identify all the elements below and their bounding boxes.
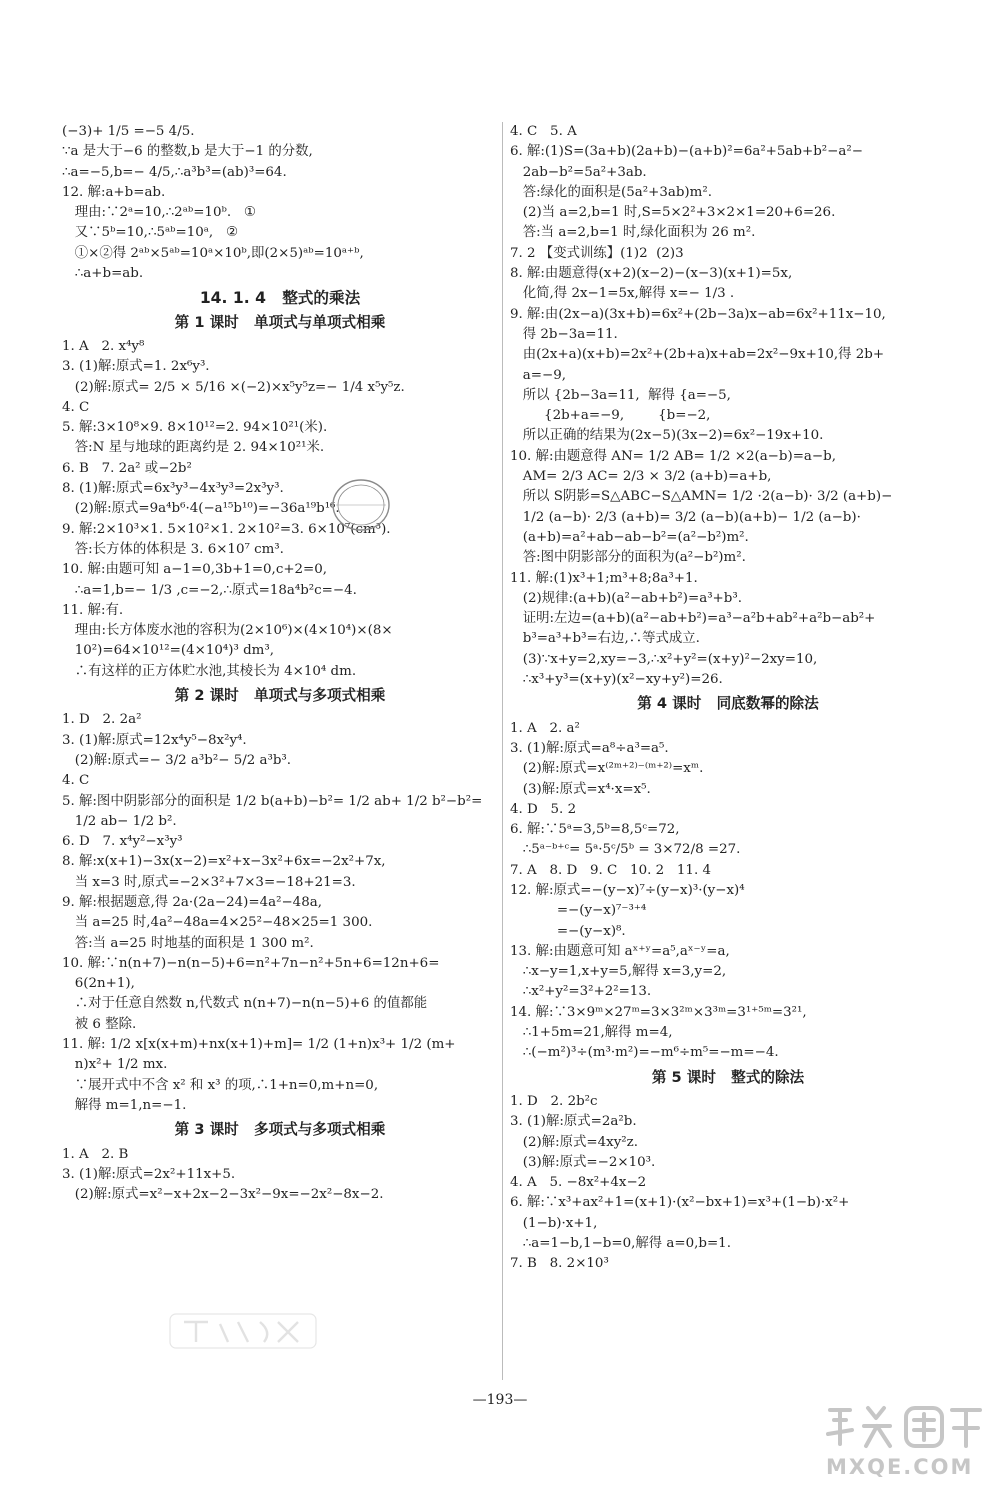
answer-line: 6. B 7. 2a² 或−2b² xyxy=(62,460,192,476)
answer-line: (2)解:原式=4xy²z. xyxy=(510,1134,638,1150)
answer-line: 5. 解:3×10⁸×9. 8×10¹²=2. 94×10²¹(米). xyxy=(62,420,328,436)
answer-line: ∴x²+y²=3²+2²=13. xyxy=(510,984,652,1000)
answer-line: n)x²+ 1/2 mx. xyxy=(62,1057,168,1073)
answer-line: 当 x=3 时,原式=−2×3²+7×3=−18+21=3. xyxy=(62,874,356,890)
answer-line: ∴x−y=1,x+y=5,解得 x=3,y=2, xyxy=(510,964,727,980)
answer-line: (2)解:原式=9a⁴b⁶·4(−a¹⁵b¹⁰)=−36a¹⁹b¹⁶. xyxy=(62,501,340,517)
section-heading: 第 1 课时 单项式与单项式相乘 xyxy=(174,313,386,331)
answer-line: 10. 解:由题可知 a−1=0,3b+1=0,c+2=0, xyxy=(62,562,328,578)
answer-line: ∴a=−5,b=− 4/5,∴a³b³=(ab)³=64. xyxy=(62,164,287,180)
answer-line: (−3)+ 1/5 =−5 4/5. xyxy=(62,124,195,139)
section-heading: 第 3 课时 多项式与多项式相乘 xyxy=(174,1121,386,1139)
answer-line: ∴a+b=ab. xyxy=(62,266,144,282)
answer-line: (2)当 a=2,b=1 时,S=5×2²+3×2×1=20+6=26. xyxy=(510,205,836,221)
answer-line: (3)解:原式=−2×10³. xyxy=(510,1154,656,1170)
answer-line: 3. (1)解:原式=2a²b. xyxy=(510,1114,637,1130)
page-number: —193— xyxy=(472,1392,528,1408)
answer-line: (3)∵x+y=2,xy=−3,∴x²+y²=(x+y)²−2xy=10, xyxy=(510,651,818,667)
answer-line: 9. 解:由(2x−a)(3x+b)=6x²+(2b−3a)x−ab=6x²+11x−10, xyxy=(510,306,886,322)
answer-line: ∴a=1,b=− 1/3 ,c=−2,∴原式=18a⁴b²c=−4. xyxy=(62,582,357,598)
answer-line: 解得 m=1,n=−1. xyxy=(62,1097,187,1113)
answer-line: =−(y−x)⁸. xyxy=(510,923,626,939)
answer-line: ∴x³+y³=(x+y)(x²−xy+y²)=26. xyxy=(510,672,723,688)
answer-line: ∴(−m²)³÷(m³·m²)=−m⁶÷m⁵=−m=−4. xyxy=(510,1045,779,1061)
answer-line: 答:图中阴影部分的面积为(a²−b²)m². xyxy=(510,550,746,566)
answer-line: 又∵5ᵇ=10,∴5ᵃᵇ=10ᵃ, ② xyxy=(62,225,238,241)
answer-line: (3)解:原式=x⁴·x=x⁵. xyxy=(510,781,651,797)
answer-line: 4. A 5. −8x²+4x−2 xyxy=(510,1175,647,1191)
answer-line: 理由:长方体废水池的容积为(2×10⁶)×(4×10⁴)×(8× xyxy=(62,623,393,639)
answer-line: 答:绿化的面积是(5a²+3ab)m². xyxy=(510,184,712,200)
svg-text:MXQE.COM: MXQE.COM xyxy=(826,1455,974,1479)
answer-line: 11. 解: 1/2 x[x(x+m)+nx(x+1)+m]= 1/2 (1+n)x³+ 1/2 (m+ xyxy=(62,1037,456,1053)
answer-line: 6. 解:∵5ᵃ=3,5ᵇ=8,5ᶜ=72, xyxy=(510,822,680,838)
answer-line: 证明:左边=(a+b)(a²−ab+b²)=a³−a²b+ab²+a²b−ab²+ xyxy=(510,611,876,627)
answer-line: (1−b)·x+1, xyxy=(510,1215,598,1231)
answer-line: 所以 S阴影=S△ABC−S△AMN= 1/2 ·2(a−b)· 3/2 (a+b)− xyxy=(510,489,893,505)
answer-line: 答:当 a=2,b=1 时,绿化面积为 26 m². xyxy=(510,225,756,241)
answer-line: 3. (1)解:原式=12x⁴y⁵−8x²y⁴. xyxy=(62,732,247,748)
answer-line: ∴a=1−b,1−b=0,解得 a=0,b=1. xyxy=(510,1236,731,1252)
answer-line: 4. D 5. 2 xyxy=(510,801,577,817)
answer-line: 9. 解:根据题意,得 2a·(2a−24)=4a²−48a, xyxy=(62,894,322,910)
answer-line: a=−9, xyxy=(510,367,566,383)
answer-line: (a+b)=a²+ab−ab−b²=(a²−b²)m². xyxy=(510,529,749,545)
answer-line: ∵a 是大于−6 的整数,b 是大于−1 的分数, xyxy=(62,144,313,160)
stamp-seal xyxy=(330,476,392,534)
answer-line: ∵展开式中不含 x² 和 x³ 的项,∴1+n=0,m+n=0, xyxy=(62,1077,379,1093)
answer-line: 答:当 a=25 时地基的面积是 1 300 m². xyxy=(62,935,314,951)
answer-site-logo xyxy=(820,1400,990,1482)
answer-line: (2)规律:(a+b)(a²−ab+b²)=a³+b³. xyxy=(510,590,742,606)
answer-line: ∴有这样的正方体贮水池,其棱长为 4×10⁴ dm. xyxy=(62,663,357,679)
answer-line: 1. D 2. 2b²c xyxy=(510,1093,598,1109)
answer-line: 答:N 星与地球的距离约是 2. 94×10²¹米. xyxy=(62,440,325,456)
answer-line: 6. 解:∵x³+ax²+1=(x+1)·(x²−bx+1)=x³+(1−b)·x²+ xyxy=(510,1195,850,1211)
answer-line: 12. 解:a+b=ab. xyxy=(62,184,166,200)
answer-line: ∴对于任意自然数 n,代数式 n(n+7)−n(n−5)+6 的值都能 xyxy=(62,996,428,1012)
watermark-logo xyxy=(168,1308,318,1354)
answer-line: 11. 解:有. xyxy=(62,602,124,618)
answer-line: 12. 解:原式=−(y−x)⁷÷(y−x)³·(y−x)⁴ xyxy=(510,882,745,898)
answer-line: 7. B 8. 2×10³ xyxy=(510,1256,609,1272)
answer-line: 由(2x+a)(x+b)=2x²+(2b+a)x+ab=2x²−9x+10,得 2b+ xyxy=(510,347,885,363)
answer-line: 14. 解:∵3×9ᵐ×27ᵐ=3×3²ᵐ×3³ᵐ=3¹⁺⁵ᵐ=3²¹, xyxy=(510,1004,807,1020)
answer-line: ∴1+5m=21,解得 m=4, xyxy=(510,1025,673,1041)
answer-line: b³=a³+b³=右边,∴等式成立. xyxy=(510,631,700,647)
answer-line: =−(y−x)⁷⁻³⁺⁴ xyxy=(510,903,647,919)
answer-line: 所以正确的结果为(2x−5)(3x−2)=6x²−19x+10. xyxy=(510,428,824,444)
left-column xyxy=(62,122,498,1205)
answer-line: 化简,得 2x−1=5x,解得 x=− 1/3 . xyxy=(510,286,735,302)
answer-line: 1/2 (a−b)· 2/3 (a+b)= 3/2 (a−b)(a+b)− 1/2 (a−b)· xyxy=(510,509,861,525)
column-divider xyxy=(502,122,503,1380)
answer-line: 答:长方体的体积是 3. 6×10⁷ cm³. xyxy=(62,541,284,557)
answer-line: 3. (1)解:原式=a⁸÷a³=a⁵. xyxy=(510,740,669,756)
answer-line: 理由:∵2ᵃ=10,∴2ᵃᵇ=10ᵇ. ① xyxy=(62,205,256,221)
section-heading: 第 5 课时 整式的除法 xyxy=(651,1068,805,1086)
answer-line: 1. A 2. a² xyxy=(510,720,580,736)
answer-line: 1/2 ab− 1/2 b². xyxy=(62,813,177,829)
answer-line: ∴5ᵃ⁻ᵇ⁺ᶜ= 5ᵃ·5ᶜ/5ᵇ = 3×72/8 =27. xyxy=(510,842,741,858)
answer-line: 6. 解:(1)S=(3a+b)(2a+b)−(a+b)²=6a²+5ab+b²−a²− xyxy=(510,144,863,160)
answer-line: 13. 解:由题意可知 aˣ⁺ʸ=a⁵,aˣ⁻ʸ=a, xyxy=(510,943,730,959)
answer-line: 当 a=25 时,4a²−48a=4×25²−48×25=1 300. xyxy=(62,915,373,931)
answer-line: 得 2b−3a=11. xyxy=(510,326,618,342)
answer-line: 7. 2 【变式训练】(1)2 (2)3 xyxy=(510,245,684,261)
section-heading: 14. 1. 4 整式的乘法 xyxy=(199,289,361,308)
answer-line: 5. 解:图中阴影部分的面积是 1/2 b(a+b)−b²= 1/2 ab+ 1/2 b²−b²= xyxy=(62,793,483,809)
answer-line: (2)解:原式=x⁽²ᵐ⁺²⁾⁻⁽ᵐ⁺²⁾=xᵐ. xyxy=(510,761,704,777)
answer-line: 1. A 2. B xyxy=(62,1146,129,1162)
answer-line: 2ab−b²=5a²+3ab. xyxy=(510,164,647,180)
answer-line: 1. D 2. 2a² xyxy=(62,712,142,728)
answer-line: 8. (1)解:原式=6x³y³−4x³y³=2x³y³. xyxy=(62,481,284,497)
answer-line: 11. 解:(1)x³+1;m³+8;8a³+1. xyxy=(510,570,698,586)
answer-line: 6(2n+1), xyxy=(62,976,135,992)
answer-line: (2)解:原式=− 3/2 a³b²− 5/2 a³b³. xyxy=(62,752,292,768)
answer-line: 4. C xyxy=(62,773,90,789)
answer-line: 1. A 2. x⁴y⁸ xyxy=(62,338,145,354)
answer-line: 3. (1)解:原式=2x²+11x+5. xyxy=(62,1166,236,1182)
answer-line: 10. 解:由题意得 AN= 1/2 AB= 1/2 ×2(a−b)=a−b, xyxy=(510,448,836,464)
answer-line: 10²)=64×10¹²=(4×10⁴)³ dm³, xyxy=(62,643,274,659)
answer-line: (2)解:原式= 2/5 × 5/16 ×(−2)×x⁵y⁵z=− 1/4 x⁵y⁵z. xyxy=(62,379,405,395)
answer-line: 8. 解:由题意得(x+2)(x−2)−(x−3)(x+1)=5x, xyxy=(510,266,793,282)
answer-line: 8. 解:x(x+1)−3x(x−2)=x²+x−3x²+6x=−2x²+7x, xyxy=(62,854,386,870)
answer-line: 4. C xyxy=(62,399,90,415)
answer-line: 6. D 7. x⁴y²−x³y³ xyxy=(62,834,183,850)
answer-line: 10. 解:∵n(n+7)−n(n−5)+6=n²+7n−n²+5n+6=12n+6= xyxy=(62,955,440,971)
answer-line: ①×②得 2ᵃᵇ×5ᵃᵇ=10ᵃ×10ᵇ,即(2×5)ᵃᵇ=10ᵃ⁺ᵇ, xyxy=(62,245,364,261)
answer-line: 9. 解:2×10³×1. 5×10²×1. 2×10²=3. 6×10⁷(cm³). xyxy=(62,521,391,537)
answer-line: (2)解:原式=x²−x+2x−2−3x²−9x=−2x²−8x−2. xyxy=(62,1187,384,1203)
answer-line: 3. (1)解:原式=1. 2x⁶y³. xyxy=(62,359,210,375)
answer-line: AM= 2/3 AC= 2/3 × 3/2 (a+b)=a+b, xyxy=(510,469,772,485)
answer-line: {2b+a=−9, {b=−2, xyxy=(510,408,711,424)
answer-line: 被 6 整除. xyxy=(62,1016,137,1032)
section-heading: 第 4 课时 同底数幂的除法 xyxy=(637,695,819,713)
answer-line: 4. C 5. A xyxy=(510,124,577,139)
answer-line: 7. A 8. D 9. C 10. 2 11. 4 xyxy=(510,862,711,878)
answer-line: 所以 {2b−3a=11, 解得 {a=−5, xyxy=(510,387,731,403)
right-column xyxy=(510,122,946,1275)
section-heading: 第 2 课时 单项式与多项式相乘 xyxy=(174,687,386,705)
